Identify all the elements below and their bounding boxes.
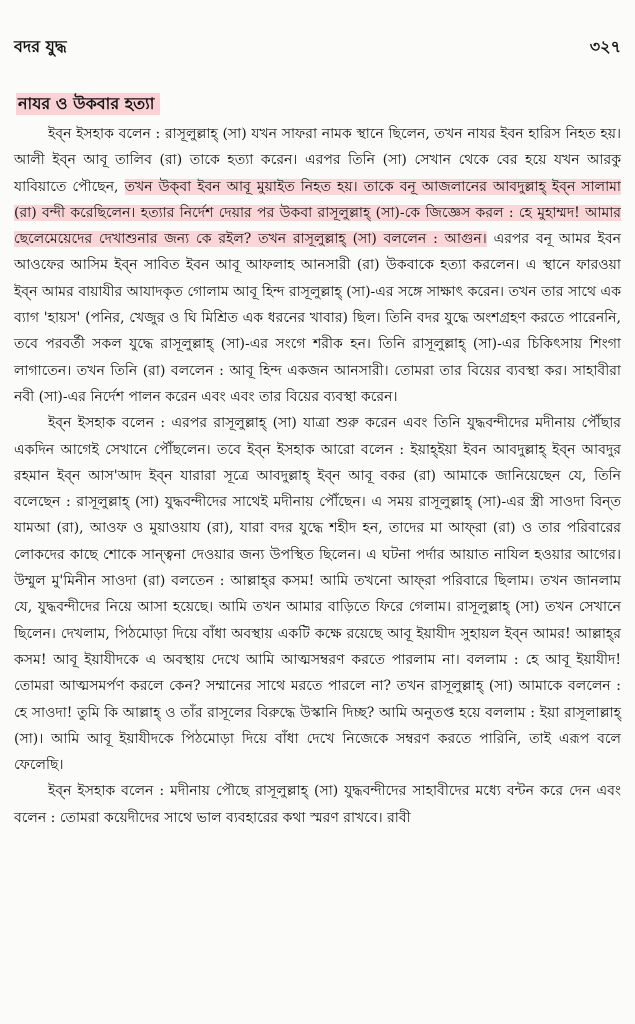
running-header (14, 34, 621, 64)
highlighted-passage: তখন উক্‌বা ইবন আবূ মুয়াইত নিহত হয়। তাকে বনূ আজলানের আবদুল্লাহ্ ইব্‌ন সালামা (রা) বন্দী করেছিলেন। হত্যার নির্দেশ দেয়ার পর উকবা রাসূলুল্লাহ্ (সা)-কে জিজ্ঞেস করল : হে মুহাম্মদ! আমার ছেলেমেয়েদের দেখাশুনার জন্য কে রইল? তখন রাসূলুল্লাহ্ (সা) বললেন : আগুন। (14, 178, 621, 248)
paragraph-3: ইব্‌ন ইসহাক বলেন : মদীনায় পৌছে রাসূলুল্লাহ্ (সা) যুদ্ধবন্দীদের সাহাবীদের মধ্যে বন্টন করে দেন এবং বলেন : তোমরা কয়েদীদের সাথে ভাল ব্যবহারের কথা স্মরণ রাখবে। রাবী (14, 783, 621, 826)
paragraph-1 (14, 121, 621, 410)
paragraph-2: ইব্‌ন ইসহাক বলেন : এরপর রাসূলুল্লাহ্ (সা) যাত্রা শুরু করেন এবং তিনি যুদ্ধবন্দীদের মদীনায় পৌঁছার একদিন আগেই সেখানে পৌঁছলেন। তবে ইব্‌ন ইসহাক আরো বলেন : ইয়াহ্ইয়া ইবন আবদুল্লাহ্ ইব্‌ন আবদুর রহমান ইব্‌ন আস'আদ ইব্‌ন যারারা সূত্রে আবদুল্লাহ্ ইব্‌ন আবূ বকর (রা) আমাকে জানিয়েছেন যে, তিনি বলেছেন : রাসূলুল্লাহ্ (সা) যুদ্ধবন্দীদের সাথেই মদীনায় পৌঁছেন। এ সময় রাসূলুল্লাহ্ (সা)-এর স্ত্রী সাওদা বিন্‌ত যামআ (রা), আওফ ও মুয়াওয়ায (রা), যারা বদর যুদ্ধে শহীদ হন, তাদের মা আফ্‌রা (রা) ও তার পরিবারের লোকদের কাছে শোকে সান্ত্বনা দেওয়ার জন্য উপস্থিত ছিলেন। এ ঘটনা পর্দার আয়াত নাযিল হওয়ার আগের। উম্মুল মু'মিনীন সাওদা (রা) বলতেন : আল্লাহ্‌র কসম! আমি তখনো আফ্‌রা পরিবারে ছিলাম। তখন জানলাম যে, যুদ্ধবন্দীদের নিয়ে আসা হয়েছে। আমি তখন আমার বাড়িতে ফিরে গেলাম। রাসূলুল্লাহ্ (সা) তখন সেখানে ছিলেন। দেখলাম, পিঠমোড়া দিয়ে বাঁধা অবস্থায় একটি কক্ষে রয়েছে আবূ ইয়াযীদ সুহায়ল ইব্‌ন আমর! আল্লাহ্‌র কসম! আবূ ইয়াযীদকে এ অবস্থায় দেখে আমি আত্মসম্বরণ করতে পারলাম না। বললাম : হে আবূ ইয়াযীদ! তোমরা আত্মসমর্পণ করলে কেন? সম্মানের সাথে মরতে পারলে না? তখন রাসূলুল্লাহ্ (সা) আমাকে বললেন : হে সাওদা! তুমি কি আল্লাহ্ ও তাঁর রাসূলের বিরুদ্ধে উস্কানি দিচ্ছ? আমি অনুতপ্ত হয়ে বললাম : ইয়া রাসূলাল্লাহ্ (সা)। আমি আবূ ইয়াযীদকে পিঠমোড়া দিয়ে বাঁধা দেখে নিজেকে সম্বরণ করতে পারিনি, তাই এরূপ বলে ফেলেছি। (14, 415, 621, 774)
body-text (14, 121, 621, 831)
page-number: ৩২৭ (589, 37, 621, 56)
paragraph-1-end: এরপর বনূ আমর ইবন আওফের আসিম ইব্‌ন সাবিত ইবন আবূ আফলাহ আনসারী (রা) উকবাকে হত্যা করলেন। এ স্থানে ফারওয়া ইব্‌ন আমর বায়াযীর আযাদকৃত গোলাম আবূ হিন্দ রাসূলুল্লাহ্ (সা)-এর সঙ্গে সাক্ষাৎ করেন। তখন তার সাথে এক ব্যাগ 'হায়স' (পনির, খেজুর ও ঘি মিশ্রিত এক ধরনের খাবার) ছিল। তিনি বদর যুদ্ধে অংশগ্রহণ করতে পারেননি, তবে পরবর্তী সকল যুদ্ধে রাসূলুল্লাহ্ (সা)-এর সংগে শরীক হন। তিনি রাসূলুল্লাহ্ (সা)-এর চিকিৎসায় শিংগা লাগাতেন। তখন তিনি (রা) বললেন : আবূ হিন্দ একজন আনসারী। তোমরা তার বিয়ের ব্যবস্থা কর। সাহাবীরা নবী (সা)-এর নির্দেশ পালন করেন এবং এবং তার বিয়ের ব্যবস্থা করেন। (14, 231, 621, 405)
paragraph-1-start: ইব্‌ন ইসহাক বলেন : রাসূলুল্লাহ্ (সা) যখন সাফরা নামক স্থানে ছিলেন, তখন নাযর ইবন হারিস নিহত হয়। আলী ইব্‌ন আবূ তালিব (রা) তাকে হত্যা করেন। এরপর তিনি (সা) সেখান থেকে বের হয়ে যখন আরকু যাবিয়াতে পৌছেন, (14, 126, 621, 195)
section-heading: নাযর ও উকবার হত্যা (16, 93, 160, 115)
chapter-title: বদর যুদ্ধ (14, 37, 67, 56)
